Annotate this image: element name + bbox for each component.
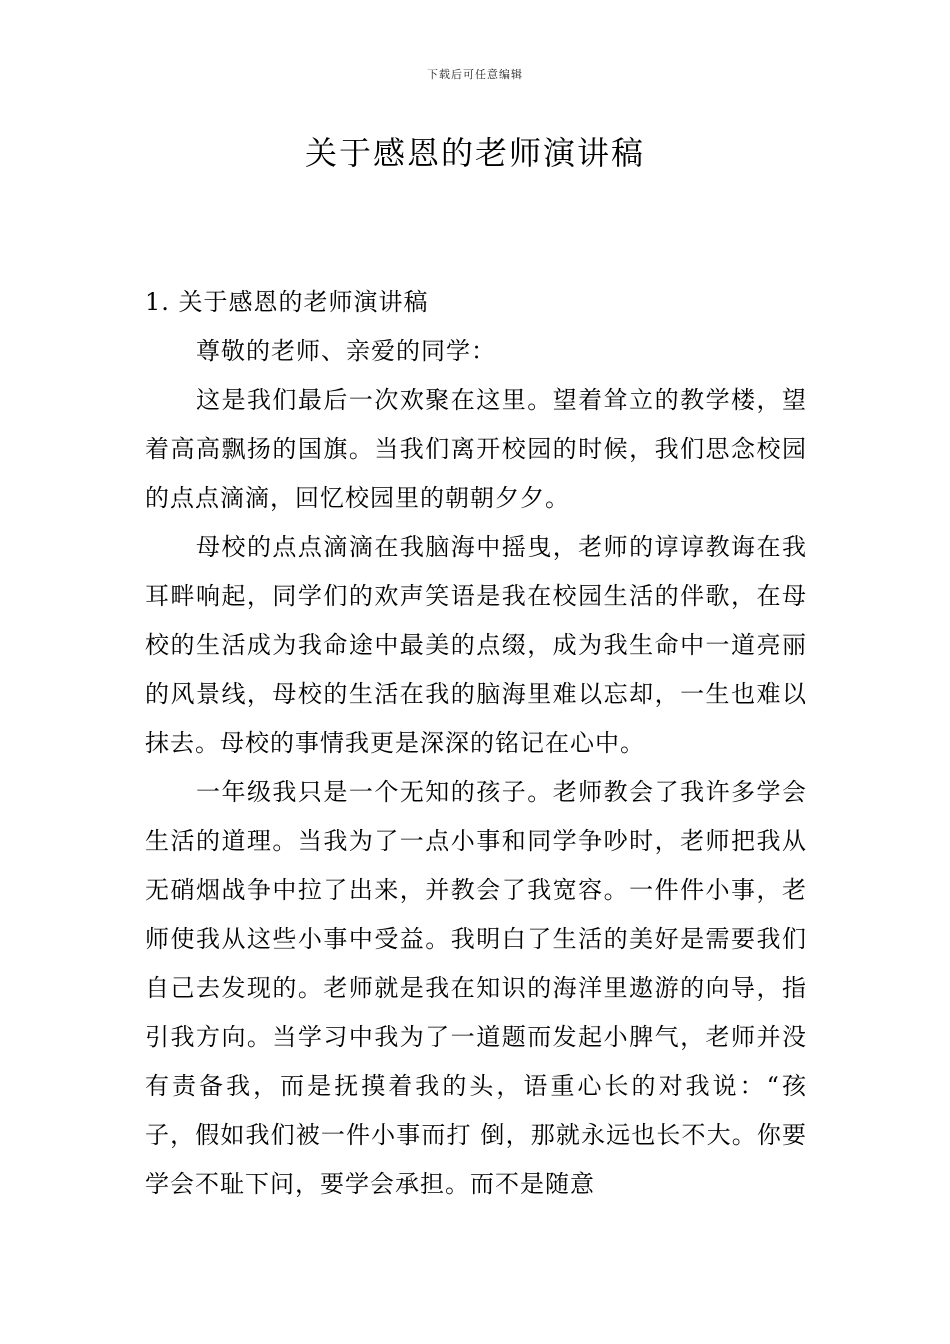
paragraph-salutation: 尊敬的老师、亲爱的同学： [196,337,496,365]
paragraph: 一年级我只是一个无知的孩子。老师教会了我许多学会生活的道理。当我为了一点小事和同学争吵时，老师把我从无硝烟战争中拉了出来，并教会了我宽容。一件件小事，老师使我从这些小事中受益。我明白了生活的美好是需要我们自己去发现的。老师就是我在知识的海洋里遨游的向导，指引我方向。当学习中我为了一道题而发起小脾气，老师并没有责备我，而是抚摸着我的头，语重心长的对我说：“孩子，假如我们被一件小事而打 倒，那就永远也长不大。你要学会不耻下问，要学会承担。而不是随意 [145,778,807,1198]
section-heading: 1. 关于感恩的老师演讲稿 [145,288,429,316]
paragraph: 这是我们最后一次欢聚在这里。望着耸立的教学楼，望着高高飘扬的国旗。当我们离开校园的时候，我们思念校园的点点滴滴，回忆校园里的朝朝夕夕。 [145,386,807,512]
document-body [145,278,807,1209]
page-title: 关于感恩的老师演讲稿 [304,134,645,172]
paragraph: 母校的点点滴滴在我脑海中摇曳，老师的谆谆教诲在我耳畔响起，同学们的欢声笑语是我在校园生活的伴歌，在母校的生活成为我命途中最美的点缀，成为我生命中一道亮丽的风景线，母校的生活在我的脑海里难以忘却，一生也难以抹去。母校的事情我更是深深的铭记在心中。 [145,533,807,757]
header-note: 下载后可任意编辑 [427,68,523,81]
